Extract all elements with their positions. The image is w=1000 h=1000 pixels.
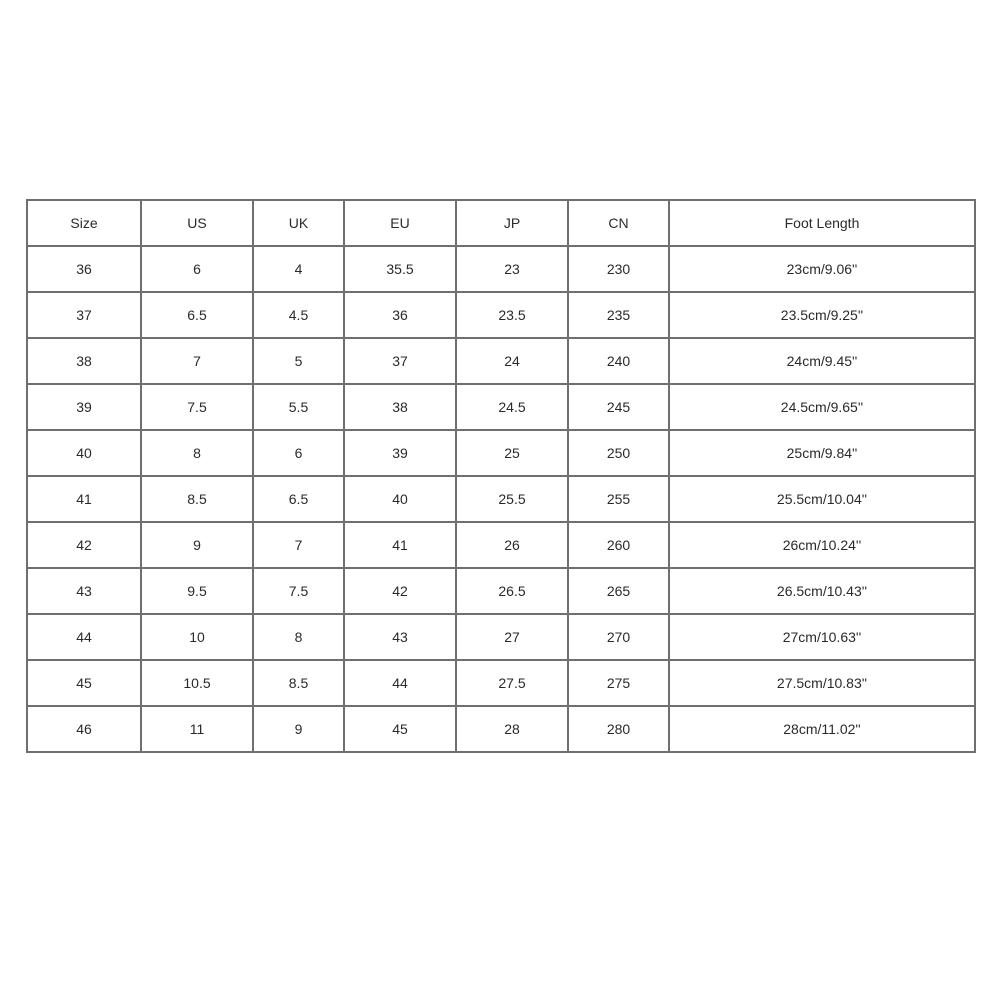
header-uk: UK	[253, 200, 344, 246]
cell-foot-length: 27.5cm/10.83''	[669, 660, 975, 706]
cell-eu: 45	[344, 706, 456, 752]
header-size: Size	[27, 200, 141, 246]
cell-us: 8.5	[141, 476, 253, 522]
cell-foot-length: 27cm/10.63''	[669, 614, 975, 660]
table-row	[27, 614, 975, 660]
cell-cn: 280	[568, 706, 669, 752]
cell-jp: 26.5	[456, 568, 568, 614]
cell-eu: 35.5	[344, 246, 456, 292]
cell-size: 42	[27, 522, 141, 568]
cell-jp: 27.5	[456, 660, 568, 706]
cell-size: 38	[27, 338, 141, 384]
cell-us: 9.5	[141, 568, 253, 614]
cell-uk: 7.5	[253, 568, 344, 614]
cell-size: 46	[27, 706, 141, 752]
table-row	[27, 706, 975, 752]
cell-jp: 24.5	[456, 384, 568, 430]
cell-jp: 23	[456, 246, 568, 292]
cell-cn: 230	[568, 246, 669, 292]
cell-size: 36	[27, 246, 141, 292]
cell-us: 6.5	[141, 292, 253, 338]
cell-size: 41	[27, 476, 141, 522]
cell-cn: 235	[568, 292, 669, 338]
cell-size: 43	[27, 568, 141, 614]
table-row	[27, 476, 975, 522]
cell-jp: 25.5	[456, 476, 568, 522]
cell-jp: 23.5	[456, 292, 568, 338]
cell-foot-length: 24.5cm/9.65''	[669, 384, 975, 430]
header-eu: EU	[344, 200, 456, 246]
header-row	[27, 200, 975, 246]
cell-us: 11	[141, 706, 253, 752]
header-foot-length: Foot Length	[669, 200, 975, 246]
cell-uk: 5.5	[253, 384, 344, 430]
cell-size: 39	[27, 384, 141, 430]
cell-size: 40	[27, 430, 141, 476]
cell-jp: 25	[456, 430, 568, 476]
cell-uk: 6	[253, 430, 344, 476]
cell-cn: 250	[568, 430, 669, 476]
table-row	[27, 430, 975, 476]
table-row	[27, 338, 975, 384]
cell-us: 6	[141, 246, 253, 292]
cell-jp: 24	[456, 338, 568, 384]
cell-foot-length: 28cm/11.02''	[669, 706, 975, 752]
cell-uk: 5	[253, 338, 344, 384]
table-row	[27, 522, 975, 568]
cell-uk: 7	[253, 522, 344, 568]
cell-uk: 9	[253, 706, 344, 752]
header-us: US	[141, 200, 253, 246]
table-row	[27, 568, 975, 614]
cell-size: 37	[27, 292, 141, 338]
cell-cn: 240	[568, 338, 669, 384]
cell-jp: 26	[456, 522, 568, 568]
cell-eu: 42	[344, 568, 456, 614]
cell-size: 44	[27, 614, 141, 660]
cell-eu: 41	[344, 522, 456, 568]
cell-us: 9	[141, 522, 253, 568]
cell-uk: 4	[253, 246, 344, 292]
cell-eu: 37	[344, 338, 456, 384]
cell-eu: 44	[344, 660, 456, 706]
cell-eu: 43	[344, 614, 456, 660]
cell-cn: 275	[568, 660, 669, 706]
cell-uk: 8	[253, 614, 344, 660]
cell-uk: 4.5	[253, 292, 344, 338]
cell-cn: 255	[568, 476, 669, 522]
table-row	[27, 660, 975, 706]
cell-size: 45	[27, 660, 141, 706]
cell-foot-length: 24cm/9.45''	[669, 338, 975, 384]
cell-foot-length: 25.5cm/10.04''	[669, 476, 975, 522]
cell-cn: 260	[568, 522, 669, 568]
cell-us: 8	[141, 430, 253, 476]
cell-cn: 265	[568, 568, 669, 614]
cell-eu: 39	[344, 430, 456, 476]
header-jp: JP	[456, 200, 568, 246]
table-row	[27, 292, 975, 338]
cell-eu: 36	[344, 292, 456, 338]
cell-uk: 8.5	[253, 660, 344, 706]
cell-foot-length: 26.5cm/10.43''	[669, 568, 975, 614]
cell-eu: 38	[344, 384, 456, 430]
cell-us: 10.5	[141, 660, 253, 706]
cell-eu: 40	[344, 476, 456, 522]
cell-uk: 6.5	[253, 476, 344, 522]
cell-foot-length: 23.5cm/9.25''	[669, 292, 975, 338]
cell-us: 10	[141, 614, 253, 660]
cell-cn: 245	[568, 384, 669, 430]
cell-foot-length: 23cm/9.06''	[669, 246, 975, 292]
cell-us: 7.5	[141, 384, 253, 430]
cell-foot-length: 26cm/10.24''	[669, 522, 975, 568]
cell-cn: 270	[568, 614, 669, 660]
header-cn: CN	[568, 200, 669, 246]
table-row	[27, 246, 975, 292]
cell-us: 7	[141, 338, 253, 384]
cell-foot-length: 25cm/9.84''	[669, 430, 975, 476]
table-row	[27, 384, 975, 430]
cell-jp: 28	[456, 706, 568, 752]
cell-jp: 27	[456, 614, 568, 660]
size-chart-table	[26, 199, 976, 753]
